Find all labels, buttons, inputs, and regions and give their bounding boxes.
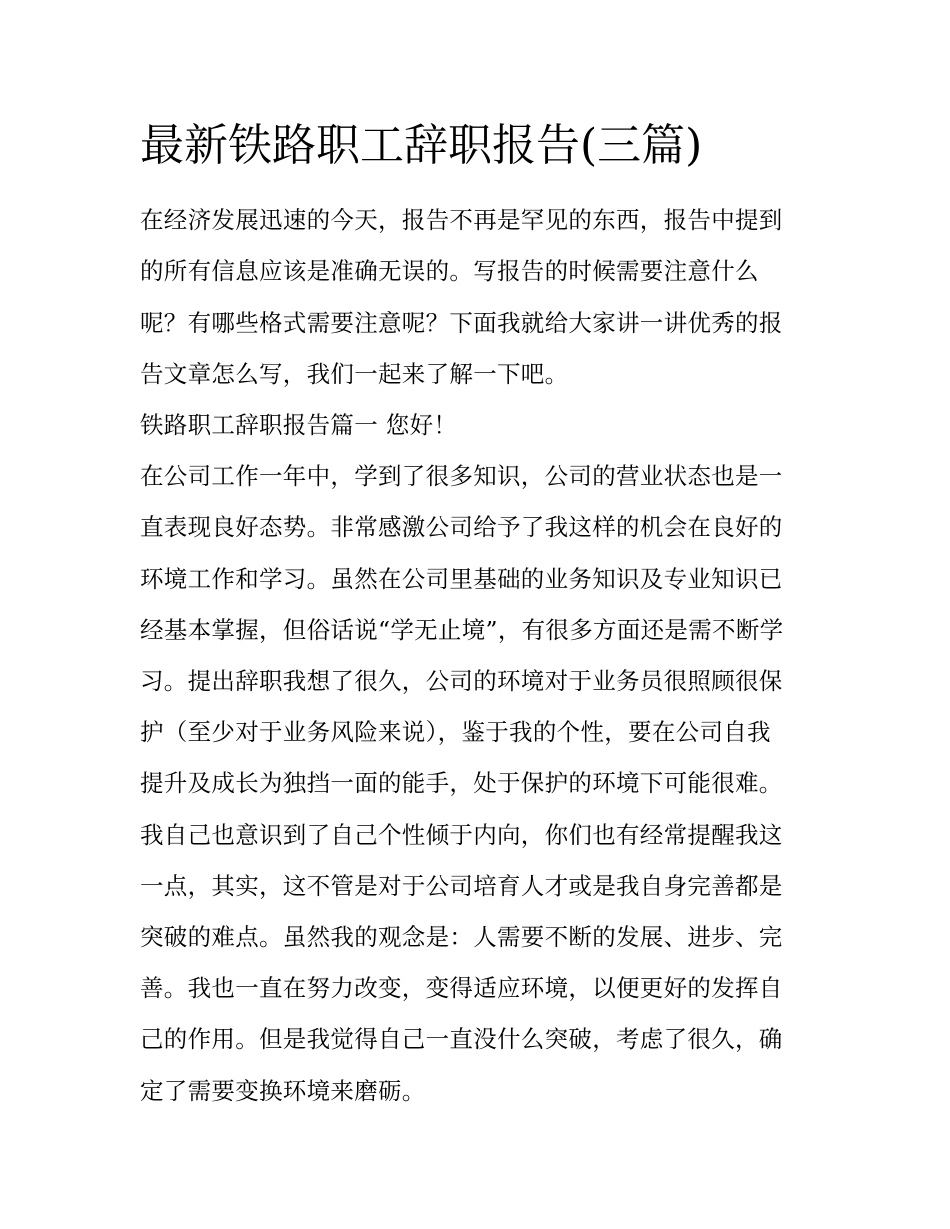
body-line-12: 提升及成长为独挡一面的能手，处于保护的环境下可能很难。 [140,769,783,797]
body-line-3: 呢？有哪些格式需要注意呢？下面我就给大家讲一讲优秀的报 [140,309,783,337]
body-line-14: 一点，其实，这不管是对于公司培育人才或是我自身完善都是 [140,872,783,900]
section-heading-1: 铁路职工辞职报告篇一 您好！ [140,411,458,439]
body-line-10: 习。提出辞职我想了很久，公司的环境对于业务员很照顾很保 [140,667,783,695]
body-line-17: 己的作用。但是我觉得自己一直没什么突破，考虑了很久，确 [140,1025,783,1053]
body-line-16: 善。我也一直在努力改变，变得适应环境，以便更好的发挥自 [140,974,783,1002]
document-title: 最新铁路职工辞职报告(三篇) [140,120,703,171]
body-line-6: 在公司工作一年中，学到了很多知识，公司的营业状态也是一 [140,462,783,490]
body-line-7: 直表现良好态势。非常感激公司给予了我这样的机会在良好的 [140,513,783,541]
body-line-11: 护（至少对于业务风险来说），鉴于我的个性，要在公司自我 [140,718,771,746]
body-line-9: 经基本掌握，但俗话说“学无止境”，有很多方面还是需不断学 [140,616,784,644]
body-line-4: 告文章怎么写，我们一起来了解一下吧。 [140,360,569,388]
body-line-15: 突破的难点。虽然我的观念是：人需要不断的发展、进步、完 [140,923,783,951]
body-line-1: 在经济发展迅速的今天，报告不再是罕见的东西，报告中提到 [140,206,783,234]
body-line-13: 我自己也意识到了自己个性倾于内向，你们也有经常提醒我这 [140,821,783,849]
body-line-8: 环境工作和学习。虽然在公司里基础的业务知识及专业知识已 [140,565,783,593]
body-line-18: 定了需要变换环境来磨砺。 [140,1077,426,1105]
body-line-2: 的所有信息应该是准确无误的。写报告的时候需要注意什么 [140,257,759,285]
